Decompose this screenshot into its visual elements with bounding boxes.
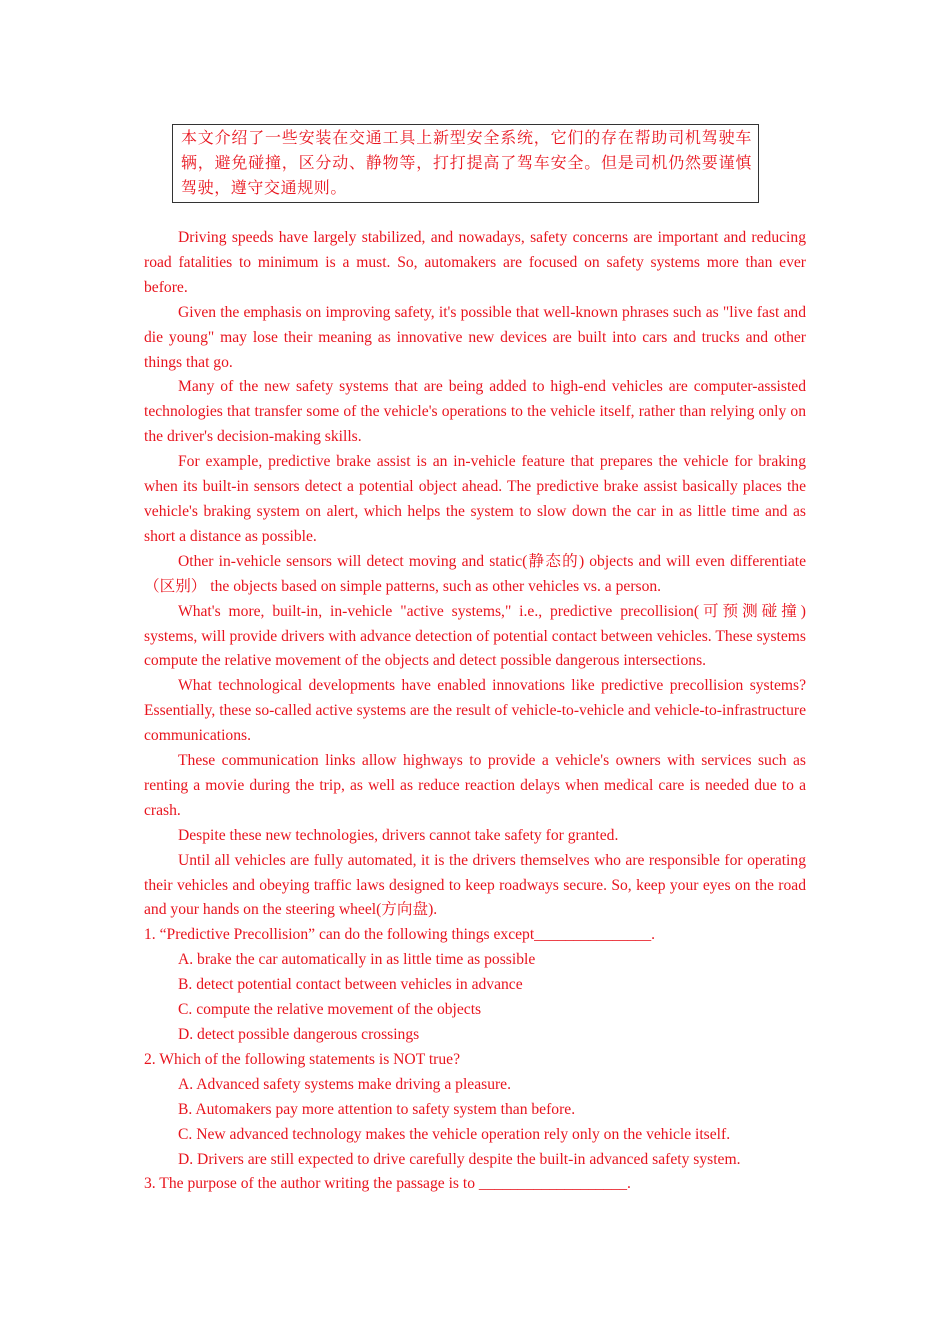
question-1	[144, 923, 806, 1048]
question-3-text: 3. The purpose of the author writing the passage is to ___________________.	[144, 1175, 631, 1193]
paragraph-6: What's more, built-in, in-vehicle "active systems," i.e., predictive precollision(可预测碰撞) systems, will provide drivers with advance detection of potential contact between vehicles. These systems compute the relative movement of the objects and detect possible dangerous intersections.	[144, 602, 806, 670]
paragraph-2: Given the emphasis on improving safety, it's possible that well-known phrases such as "live fast and die young" may lose their meaning as innovative new devices are built into cars and trucks and other things that go.	[144, 303, 806, 371]
question-1-text: 1. “Predictive Precollision” can do the following things except_______________.	[144, 926, 656, 944]
question-1-option-a: A. brake the car automatically in as little time as possible	[178, 951, 536, 969]
question-1-option-d: D. detect possible dangerous crossings	[178, 1026, 420, 1043]
question-1-option-c: C. compute the relative movement of the objects	[178, 1001, 482, 1019]
question-2-option-d: D. Drivers are still expected to drive carefully despite the built-in advanced safety system.	[178, 1150, 741, 1168]
paragraph-7: What technological developments have enabled innovations like predictive precollision systems? Essentially, these so-called active systems are the result of vehicle-to-vehicle and vehicle-to-infrastructure communications.	[144, 677, 806, 745]
question-2-option-c: C. New advanced technology makes the vehicle operation rely only on the vehicle itself.	[178, 1125, 731, 1143]
question-2-option-b: B. Automakers pay more attention to safety system than before.	[178, 1100, 576, 1118]
paragraph-8: These communication links allow highways to provide a vehicle's owners with services such as renting a movie during the trip, as well as reduce reaction delays when medical care is needed due to a crash.	[144, 752, 806, 819]
paragraph-4: For example, predictive brake assist is an in-vehicle feature that prepares the vehicle for braking when its built-in sensors detect a potential object ahead. The predictive brake assist basically places the vehicle's braking system on alert, which helps the system to slow down the car in as little time and as short a distance as possible.	[144, 453, 806, 545]
paragraph-3: Many of the new safety systems that are being added to high-end vehicles are computer-assisted technologies that transfer some of the vehicle's operations to the vehicle itself, rather than relying only on the driver's decision-making skills.	[144, 378, 806, 446]
question-2	[144, 1048, 806, 1173]
paragraph-10: Until all vehicles are fully automated, it is the drivers themselves who are responsible for operating their vehicles and obeying traffic laws designed to keep roadways secure. So, keep your eyes on the road and your hands on the steering wheel(方向盘).	[144, 851, 806, 919]
paragraph-5: Other in-vehicle sensors will detect moving and static(静态的) objects and will even differentiate（区别） the objects based on simple patterns, such as other vehicles vs. a person.	[144, 552, 806, 595]
question-2-option-a: A. Advanced safety systems make driving a pleasure.	[178, 1075, 512, 1093]
question-1-option-b: B. detect potential contact between vehicles in advance	[178, 976, 523, 994]
article-body	[144, 226, 806, 1197]
paragraph-1: Driving speeds have largely stabilized, and nowadays, safety concerns are important and reducing road fatalities to minimum is a must. So, automakers are focused on safety systems more than ever before.	[144, 229, 806, 296]
summary-box	[172, 124, 759, 203]
paragraph-9: Despite these new technologies, drivers cannot take safety for granted.	[178, 826, 619, 844]
question-2-text: 2. Which of the following statements is NOT true?	[144, 1050, 461, 1068]
question-3	[144, 1172, 806, 1197]
summary-text: 本文介绍了一些安装在交通工具上新型安全系统，它们的存在帮助司机驾驶车辆，避免碰撞，区分动、静物等，打打提高了驾车安全。但是司机仍然要谨慎驾驶，遵守交通规则。	[181, 130, 752, 197]
